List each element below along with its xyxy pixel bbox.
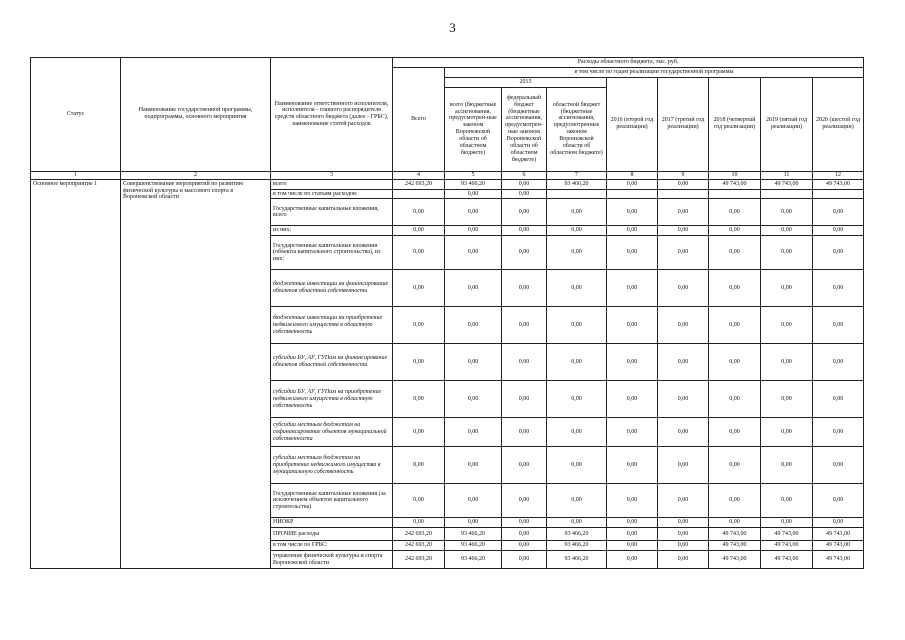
value-cell: 0,00 <box>393 484 445 518</box>
column-number: 9 <box>658 171 709 179</box>
value-cell: 0,00 <box>502 418 547 447</box>
value-cell: 0,00 <box>761 344 813 381</box>
value-cell: 49 743,00 <box>813 541 864 551</box>
value-cell: 49 743,00 <box>761 541 813 551</box>
value-cell: 0,00 <box>761 518 813 528</box>
value-cell: 0,00 <box>607 418 658 447</box>
row-label: Государственные капитальные вложения (объекты капитального строительства), из них: <box>271 236 393 270</box>
value-cell: 0,00 <box>709 484 761 518</box>
value-cell: 0,00 <box>607 344 658 381</box>
column-number: 4 <box>393 171 445 179</box>
program-name-cell: Совершенствование мероприятий по развитию физической культуры и массового спорта в Воронежской области <box>121 179 271 569</box>
header-year-2020: 2020 (шестой год реализации) <box>813 77 864 171</box>
header-year-2018: 2018 (четвертый год реализации) <box>709 77 761 171</box>
value-cell: 0,00 <box>761 270 813 307</box>
value-cell: 0,00 <box>445 199 502 226</box>
value-cell: 0,00 <box>445 418 502 447</box>
value-cell: 0,00 <box>502 528 547 541</box>
value-cell: 0,00 <box>709 447 761 484</box>
value-cell: 0,00 <box>709 270 761 307</box>
value-cell: 0,00 <box>658 236 709 270</box>
column-number: 8 <box>607 171 658 179</box>
row-label: НИОКР <box>271 518 393 528</box>
value-cell: 93 466,20 <box>547 541 607 551</box>
value-cell: 0,00 <box>761 226 813 236</box>
column-number: 7 <box>547 171 607 179</box>
value-cell: 93 466,20 <box>445 528 502 541</box>
value-cell: 0,00 <box>393 344 445 381</box>
value-cell: 0,00 <box>502 199 547 226</box>
value-cell: 0,00 <box>658 518 709 528</box>
header-2015-total: всего (бюджетные ассигнования, предусмотрен-ные законом Воронежской области об областном бюджете) <box>445 87 502 171</box>
value-cell <box>813 189 864 199</box>
value-cell: 0,00 <box>445 447 502 484</box>
value-cell: 49 743,00 <box>709 528 761 541</box>
value-cell: 49 743,00 <box>709 179 761 189</box>
value-cell: 242 693,20 <box>393 179 445 189</box>
row-label: Государственные капитальные вложения (за исключением объектов капитального строительства) <box>271 484 393 518</box>
value-cell: 0,00 <box>445 381 502 418</box>
value-cell: 49 743,00 <box>709 551 761 569</box>
column-number: 6 <box>502 171 547 179</box>
value-cell: 0,00 <box>502 226 547 236</box>
row-label: управление физической культуры и спорта Воронежской области <box>271 551 393 569</box>
value-cell: 0,00 <box>761 236 813 270</box>
column-number: 1 <box>31 171 121 179</box>
value-cell: 0,00 <box>813 226 864 236</box>
value-cell: 0,00 <box>658 551 709 569</box>
value-cell: 0,00 <box>502 551 547 569</box>
value-cell: 0,00 <box>393 307 445 344</box>
value-cell: 0,00 <box>393 226 445 236</box>
value-cell: 0,00 <box>393 199 445 226</box>
value-cell: 0,00 <box>547 199 607 226</box>
row-label: субсидии местным бюджетам на приобретение недвижимого имущества в муниципальную собственность <box>271 447 393 484</box>
value-cell: 49 743,00 <box>761 528 813 541</box>
value-cell: 0,00 <box>607 199 658 226</box>
value-cell: 0,00 <box>658 344 709 381</box>
column-number-row <box>31 171 864 179</box>
value-cell: 0,00 <box>502 447 547 484</box>
value-cell: 0,00 <box>502 344 547 381</box>
header-2015-federal: федеральный бюджет (бюджетные ассигнования, предусмотрен-ные законом Воронежской области об областном бюджете) <box>502 87 547 171</box>
column-number: 5 <box>445 171 502 179</box>
value-cell: 0,00 <box>502 179 547 189</box>
value-cell: 0,00 <box>547 418 607 447</box>
value-cell: 0,00 <box>709 236 761 270</box>
value-cell: 49 743,00 <box>813 179 864 189</box>
row-label: субсидии местным бюджетам на софинансирование объектов муниципальной собственности <box>271 418 393 447</box>
value-cell: 0,00 <box>502 541 547 551</box>
value-cell: 49 743,00 <box>761 179 813 189</box>
value-cell: 0,00 <box>813 518 864 528</box>
row-label: бюджетные инвестиции на финансирование объектов областной собственности <box>271 270 393 307</box>
value-cell: 0,00 <box>658 270 709 307</box>
value-cell: 0,00 <box>607 179 658 189</box>
table-row <box>31 179 864 189</box>
header-year-2019: 2019 (пятый год реализации) <box>761 77 813 171</box>
value-cell: 93 466,20 <box>547 551 607 569</box>
value-cell <box>658 189 709 199</box>
value-cell: 0,00 <box>607 381 658 418</box>
row-label: в том числе по ГРБС: <box>271 541 393 551</box>
value-cell: 242 693,20 <box>393 541 445 551</box>
value-cell: 93 466,20 <box>445 179 502 189</box>
value-cell: 0,00 <box>502 307 547 344</box>
value-cell: 0,00 <box>445 307 502 344</box>
value-cell: 0,00 <box>709 381 761 418</box>
value-cell: 0,00 <box>607 551 658 569</box>
value-cell: 0,00 <box>813 484 864 518</box>
value-cell: 0,00 <box>547 270 607 307</box>
header-2015-regional: областной бюджет (бюджетные ассигнования, предусмотренные законом Воронежской области об областном бюджете) <box>547 87 607 171</box>
value-cell <box>709 189 761 199</box>
value-cell: 0,00 <box>393 270 445 307</box>
row-label: бюджетные инвестиции на приобретение недвижимого имущества в областную собственность <box>271 307 393 344</box>
value-cell: 0,00 <box>502 518 547 528</box>
budget-table <box>30 57 864 569</box>
column-number: 11 <box>761 171 813 179</box>
header-year-2017: 2017 (третий год реализации) <box>658 77 709 171</box>
value-cell: 0,00 <box>607 518 658 528</box>
value-cell: 0,00 <box>813 447 864 484</box>
value-cell: 0,00 <box>607 226 658 236</box>
value-cell: 0,00 <box>658 541 709 551</box>
value-cell: 0,00 <box>547 236 607 270</box>
header-year-2015: 2015 <box>445 77 607 87</box>
value-cell: 0,00 <box>445 270 502 307</box>
header-name: Наименование государственной программы, подпрограммы, основного мероприятия <box>121 58 271 172</box>
value-cell: 0,00 <box>658 484 709 518</box>
value-cell: 0,00 <box>547 226 607 236</box>
value-cell: 0,00 <box>607 484 658 518</box>
header-year-2016: 2016 (второй год реализации) <box>607 77 658 171</box>
header-expenses-title: Расходы областного бюджета, тыс. руб. <box>393 58 864 68</box>
row-label: Государственные капитальные вложения, всего <box>271 199 393 226</box>
value-cell: 242 693,20 <box>393 551 445 569</box>
value-cell: 0,00 <box>502 484 547 518</box>
value-cell: 0,00 <box>607 447 658 484</box>
column-number: 3 <box>271 171 393 179</box>
row-label: ПРОЧИЕ расходы <box>271 528 393 541</box>
value-cell: 0,00 <box>445 226 502 236</box>
header-by-years: в том числе по годам реализации государственной программы <box>445 67 864 77</box>
value-cell: 0,00 <box>761 307 813 344</box>
value-cell: 0,00 <box>547 447 607 484</box>
value-cell <box>547 189 607 199</box>
row-label: в том числе по статьям расходов: <box>271 189 393 199</box>
value-cell: 0,00 <box>547 344 607 381</box>
column-number: 10 <box>709 171 761 179</box>
value-cell: 0,00 <box>607 307 658 344</box>
value-cell: 0,00 <box>658 418 709 447</box>
value-cell: 0,00 <box>502 189 547 199</box>
value-cell: 0,00 <box>658 179 709 189</box>
value-cell: 0,00 <box>658 528 709 541</box>
value-cell: 0,00 <box>709 307 761 344</box>
value-cell: 0,00 <box>445 189 502 199</box>
row-label: субсидии БУ, АУ, ГУПам на приобретение недвижимого имущества в областную собственность <box>271 381 393 418</box>
value-cell: 0,00 <box>393 418 445 447</box>
value-cell: 0,00 <box>445 484 502 518</box>
status-cell: Основное мероприятие 1 <box>31 179 121 569</box>
row-label: всего <box>271 179 393 189</box>
value-cell: 0,00 <box>761 381 813 418</box>
value-cell: 0,00 <box>607 236 658 270</box>
value-cell: 0,00 <box>813 236 864 270</box>
value-cell: 0,00 <box>547 484 607 518</box>
value-cell: 0,00 <box>813 307 864 344</box>
value-cell <box>761 189 813 199</box>
value-cell: 0,00 <box>547 307 607 344</box>
value-cell: 0,00 <box>393 381 445 418</box>
value-cell: 0,00 <box>761 418 813 447</box>
header-executor: Наименование ответственного исполнителя, исполнителя - главного распорядителя средств областного бюджета (далее - ГРБС), наименование статей расходов <box>271 58 393 172</box>
value-cell: 93 466,20 <box>445 551 502 569</box>
value-cell: 0,00 <box>709 344 761 381</box>
value-cell: 0,00 <box>502 381 547 418</box>
value-cell: 0,00 <box>445 344 502 381</box>
value-cell: 0,00 <box>607 270 658 307</box>
value-cell: 49 743,00 <box>813 528 864 541</box>
value-cell: 93 466,20 <box>547 179 607 189</box>
value-cell: 0,00 <box>709 199 761 226</box>
value-cell: 0,00 <box>709 226 761 236</box>
value-cell: 0,00 <box>813 381 864 418</box>
value-cell: 0,00 <box>658 307 709 344</box>
value-cell: 0,00 <box>658 381 709 418</box>
value-cell: 0,00 <box>813 344 864 381</box>
column-number: 12 <box>813 171 864 179</box>
value-cell: 0,00 <box>761 199 813 226</box>
value-cell: 0,00 <box>658 226 709 236</box>
value-cell: 49 743,00 <box>813 551 864 569</box>
value-cell: 0,00 <box>445 236 502 270</box>
value-cell: 0,00 <box>709 418 761 447</box>
value-cell: 0,00 <box>761 447 813 484</box>
budget-body <box>31 179 864 569</box>
value-cell <box>607 189 658 199</box>
row-label: из них: <box>271 226 393 236</box>
value-cell: 0,00 <box>813 199 864 226</box>
value-cell: 0,00 <box>393 447 445 484</box>
value-cell: 0,00 <box>813 270 864 307</box>
header-status: Статус <box>31 58 121 172</box>
value-cell: 242 693,20 <box>393 528 445 541</box>
value-cell: 93 466,20 <box>445 541 502 551</box>
value-cell: 0,00 <box>547 381 607 418</box>
value-cell: 0,00 <box>607 541 658 551</box>
value-cell: 93 466,20 <box>547 528 607 541</box>
value-cell: 0,00 <box>502 236 547 270</box>
value-cell: 0,00 <box>393 518 445 528</box>
value-cell: 0,00 <box>445 518 502 528</box>
value-cell: 0,00 <box>547 518 607 528</box>
value-cell: 0,00 <box>761 484 813 518</box>
value-cell: 0,00 <box>502 270 547 307</box>
value-cell: 0,00 <box>709 518 761 528</box>
page-number: 3 <box>449 20 456 35</box>
value-cell: 49 743,00 <box>761 551 813 569</box>
value-cell: 0,00 <box>658 447 709 484</box>
value-cell: 0,00 <box>607 528 658 541</box>
value-cell <box>393 189 445 199</box>
value-cell: 49 743,00 <box>709 541 761 551</box>
value-cell: 0,00 <box>658 199 709 226</box>
column-number: 2 <box>121 171 271 179</box>
value-cell: 0,00 <box>393 236 445 270</box>
row-label: субсидии БУ, АУ, ГУПам на финансирование объектов областной собственности <box>271 344 393 381</box>
value-cell: 0,00 <box>813 418 864 447</box>
header-total: Всего <box>393 67 445 171</box>
